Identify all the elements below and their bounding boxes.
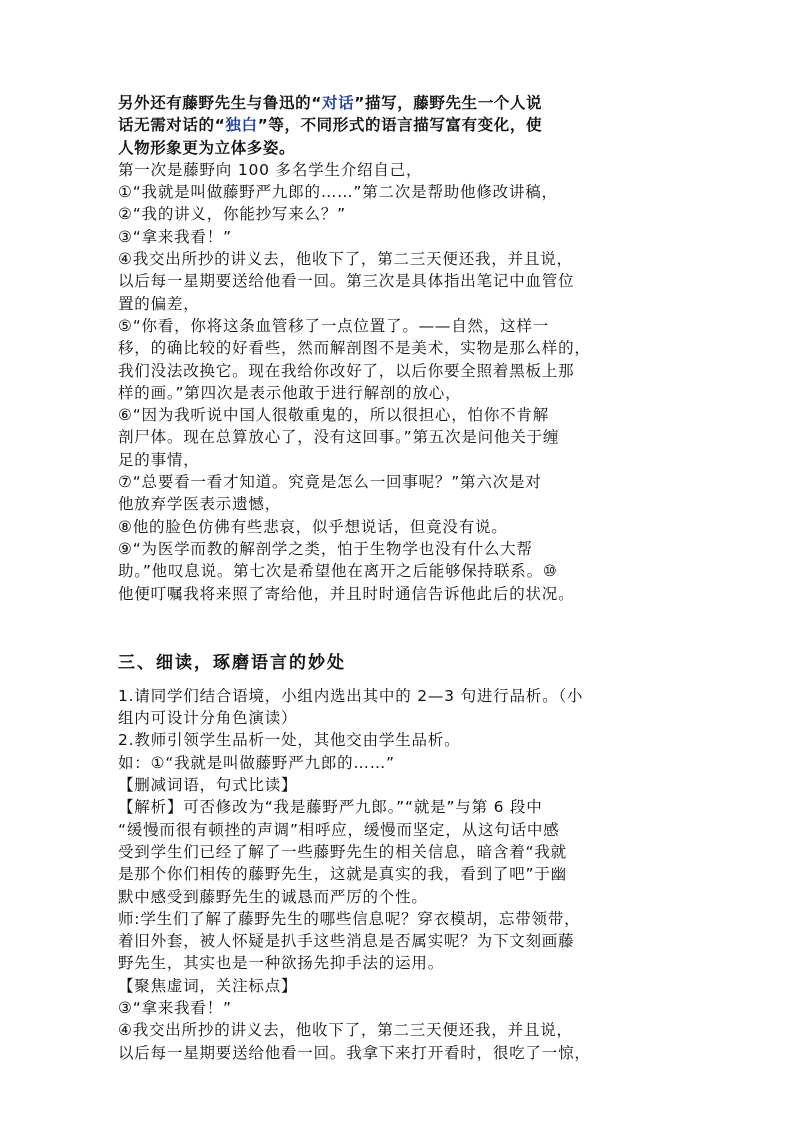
section-line: 【聚焦虚词，关注标点】 [118,976,298,995]
intro-text: ”描写，藤野先生一个人说 [354,94,543,112]
section-line: 【删减词语，句式比读】 [118,776,298,795]
section-line: 以后每一星期要送给他看一回。我拿下来打开看时，很吃了一惊， [118,1043,591,1062]
section-line: 是那个你们相传的藤野先生，这就是真实的我，看到了吧”于幽 [118,865,567,884]
section-line: 野先生，其实也是一种欲扬先抑手法的运用。 [118,954,445,973]
section-gap [118,605,678,649]
section-line: 组内可设计分角色演读） [118,709,298,728]
document-page [118,92,678,1064]
section-line: “缓慢而很有顿挫的声调”相呼应，缓慢而坚定，从这句话中感 [118,820,560,839]
body-line: 样的画。”第四次是表示他敢于进行解剖的放心， [118,383,462,402]
highlight-dialogue: 对话 [322,94,355,112]
body-line: 以后每一星期要送给他看一回。第三次是具体指出笔记中血管位 [118,272,575,291]
body-line: 第一次是藤野向 100 多名学生介绍自己， [118,160,423,179]
body-line: ④我交出所抄的讲义去，他收下了，第二三天便还我，并且说， [118,250,573,269]
body-line: 我们没法改换它。现在我给你改好了，以后你要全照着黑板上那 [118,361,575,380]
section-line: 受到学生们已经了解了一些藤野先生的相关信息，暗含着“我就 [118,842,567,861]
body-line: ⑦“总要看一看才知道。究竟是怎么一回事呢？”第六次是对 [118,473,542,492]
body-line: 他放弃学医表示遗憾， [118,495,282,514]
section-line: 1.请同学们结合语境，小组内选出其中的 2—3 句进行品析。（小 [118,686,584,705]
intro-text: 另外还有藤野先生与鲁迅的“ [118,94,322,112]
intro-text: ”等，不同形式的语言描写富有变化，使 [257,116,543,135]
intro-line-3: 人物形象更为立体多姿。 [118,138,296,157]
body-line: 剖尸体。现在总算放心了，没有这回事。”第五次是问他关于缠 [118,428,560,447]
body-line: 他便叮嘱我将来照了寄给他，并且时时通信告诉他此后的状况。 [118,584,575,603]
section-line: ③“拿来我看！” [118,998,232,1017]
highlight-monologue: 独白 [225,116,258,135]
body-line: ⑥“因为我听说中国人很敬重鬼的，所以很担心，怕你不肯解 [118,406,550,425]
intro-line-2 [118,114,678,136]
body-line: ⑧他的脸色仿佛有些悲哀，似乎想说话，但竟没有说。 [118,517,508,536]
section-line: 2.教师引领学生品析一处，其他交由学生品析。 [118,731,461,750]
body-line: ①“我就是叫做藤野严九郎的……”第二次是帮助他修改讲稿， [118,183,558,202]
body-line: ⑤“你看，你将这条血管移了一点位置了。——自然，这样一 [118,316,550,335]
body-line: 移，的确比较的好看些，然而解剖图不是美术，实物是那么样的， [118,339,591,358]
section-line: 如：①“我就是叫做藤野严九郎的……” [118,753,395,772]
body-line: ②“我的讲义，你能抄写来么？” [118,205,346,224]
body-line: 足的事情， [118,450,200,469]
section-line: 着旧外套，被人怀疑是扒手这些消息是否属实呢？为下文刻画藤 [118,932,575,951]
section-line: 默中感受到藤野先生的诚恳而严厉的个性。 [118,887,428,906]
section-line: 师:学生们了解了藤野先生的哪些信息呢？穿衣模胡，忘带领带， [118,909,581,928]
section-line: ④我交出所抄的讲义去，他收下了，第二三天便还我，并且说， [118,1021,573,1040]
body-line: ⑨“为医学而教的解剖学之类，怕于生物学也没有什么大帮 [118,539,533,558]
intro-text: 话无需对话的“ [118,116,226,135]
body-line: 置的偏差， [118,294,200,313]
body-line: 助。”他叹息说。第七次是希望他在离开之后能够保持联系。⑩ [118,562,558,581]
section-line: 【解析】可否修改为“我是藤野严九郎。”“就是”与第 6 段中 [118,798,543,817]
intro-line-1 [118,92,678,114]
section-heading: 三、细读，琢磨语言的妙处 [118,652,346,673]
body-line: ③“拿来我看！” [118,227,232,246]
